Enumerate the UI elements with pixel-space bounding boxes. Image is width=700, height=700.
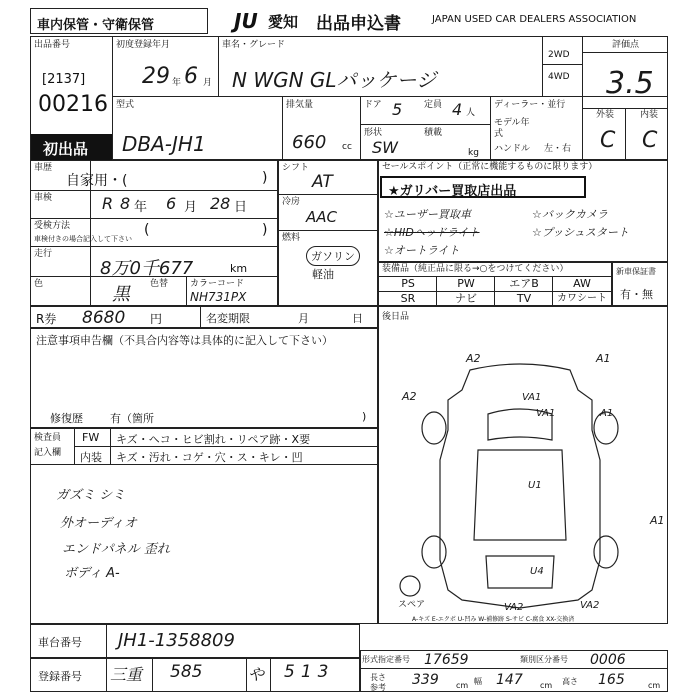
color-code-label: カラーコード [190,279,245,289]
exterior-label: 外装 [596,110,615,120]
shift-label: シフト [282,163,310,173]
equip-navi: ナビ [455,292,477,305]
diagram-mark-10: VA2 [580,600,600,611]
registration-month-unit: 月 [203,78,213,88]
damage-legend: A-キズ E-エクボ U-凹み W-補修跡 S-サビ C-腐食 XX-交換済 [412,616,575,623]
dealer-label: ディーラー・並行 [494,100,566,110]
inspector-label-1: 検査員 [34,433,62,443]
name-change-label: 名変期限 [206,312,250,325]
registration-label: 初度登録年月 [116,40,171,50]
exterior-grade: C [600,128,616,153]
plate-number: 585 [170,662,203,682]
diagram-mark-5: VA1 [536,408,556,419]
selling-point-1: ☆ユーザー買取車 [384,208,471,221]
equip-aw: AW [573,277,591,290]
chassis-value: JH1-1358809 [118,630,235,651]
interior-grade: C [642,128,658,153]
plate-kana: や [248,665,265,684]
fuel-label: 燃料 [282,233,301,243]
fw-text: キズ・ヘコ・ヒビ割れ・リペア跡・X要 [116,433,311,446]
rating-value: 3.5 [606,66,654,101]
inspector-line-3: エンドパネル 歪れ [62,542,170,557]
fw-label: FW [82,431,100,444]
registration-month: 6 [184,64,198,89]
width-label: 幅 [474,677,482,686]
lot-label: 出品番号 [34,40,71,50]
aircon-label: 冷房 [282,197,301,207]
inspection-year-unit: 年 [134,200,148,215]
inspection-era: R [102,194,114,213]
repair-label: 修復歴 [50,412,83,425]
selling-points-label: セールスポイント（正常に機能するものに限ります） [382,162,598,172]
equip-sr: SR [400,292,416,305]
length-unit: cm [456,681,469,690]
selling-point-4: ☆プッシュスタート [532,226,629,239]
diagram-mark-8: U4 [530,566,544,577]
certificate-close: ) [262,222,268,238]
drive-4wd: 4WD [548,72,570,82]
registration-year: 29 [142,64,170,89]
color-code: NH731PX [190,290,247,304]
ju-logo-mark: JU [234,9,258,33]
rating-label: 評価点 [612,40,640,50]
inspector-line-4: ボディ A- [64,566,120,581]
seats-unit: 人 [466,108,476,118]
selling-point-2: ☆バックカメラ [532,208,608,221]
doors-label: ドア [364,100,382,110]
equip-ps: PS [401,277,415,290]
inspector-label-2: 記入欄 [34,448,62,458]
displacement-value: 660 [292,132,327,153]
warranty-label: 新車保証書 [616,267,656,276]
height-unit: cm [648,681,661,690]
diagram-mark-6: U1 [528,480,542,491]
diagram-mark-4: VA1 [522,392,542,403]
repair-value: 有（箇所 [110,412,154,425]
lot-code: [2137] [42,72,86,87]
inspector-line-1: ガズミ シミ [56,488,126,503]
logo-text: 愛知 [268,13,299,31]
repair-close: ) [362,410,367,423]
diagram-mark-7: A1 [650,514,665,527]
page-title: 出品申込書 [316,14,401,34]
inspection-label: 車検 [34,193,53,203]
plate-label: 登録番号 [38,670,82,683]
width-unit: cm [540,681,553,690]
diagram-mark-2: A1 [596,352,611,365]
usage-value: 自家用・( [66,173,128,189]
color-change-label: 色替 [150,279,169,289]
plate-prefecture: 三重 [110,665,143,684]
interior-label: 内装 [640,110,659,120]
inspection-month: 6 [166,194,177,213]
length-value: 339 [412,672,439,688]
model-label: 車名・グレード [222,40,286,50]
spare-label: スペア [398,600,426,610]
color-value: 黒 [112,284,130,305]
model-value: N WGN GLパッケージ [232,68,437,92]
diagram-mark-1: A2 [466,352,481,365]
name-change-month: 月 [298,312,309,325]
diagram-mark-11: A1 [600,408,614,419]
drive-2wd: 2WD [548,50,570,60]
chassis-label: 車台番号 [38,636,82,649]
height-label: 高さ [562,677,578,686]
handle-label: ハンドル [494,144,531,154]
storage-tag-text: 車内保管・守衛保管 [37,18,155,33]
recycle-label: R券 [36,312,57,326]
seats-value: 4 [452,100,463,119]
seats-label: 定員 [424,100,443,110]
post-items-label: 後日品 [382,312,410,322]
height-value: 165 [598,672,625,688]
aircon-value: AAC [306,208,337,226]
selling-point-5: ☆オートライト [384,244,460,257]
inspection-day: 28 [210,194,231,213]
plate-serial: 513 [284,662,335,682]
diagram-mark-3: A2 [402,390,417,403]
type-number-value: 17659 [424,652,469,668]
equip-leather: カワシート [557,293,607,304]
type-value: DBA-JH1 [122,132,206,156]
certificate-note: 車検付きの場合記入して下さい [34,235,132,243]
interior-text: キズ・汚れ・コゲ・穴・ス・キレ・凹 [116,451,303,464]
displacement-unit: cc [342,142,352,152]
fuel-gasoline: ガソリン [306,246,360,266]
shape-value: SW [372,138,398,157]
color-label: 色 [34,279,44,289]
notes-label: 注意事項申告欄（不具合内容等は具体的に記入して下さい） [36,334,333,347]
capacity-unit: kg [468,148,479,158]
inspection-day-unit: 日 [234,200,248,215]
warranty-value: 有・無 [620,288,653,301]
usage-close: ) [262,170,268,186]
shift-value: AT [312,172,333,192]
inspection-year: 8 [120,194,131,213]
diagram-mark-9: VA2 [504,602,524,613]
reference-label: 参考 [370,683,386,692]
shape-label: 形状 [364,128,383,138]
interior-label-2: 内装 [80,451,102,464]
capacity-label: 積載 [424,128,443,138]
lot-number: 00216 [38,92,108,117]
certificate-label: 受検方法 [34,221,71,231]
fuel-diesel: 軽油 [312,268,334,281]
inspection-month-unit: 月 [184,200,198,215]
certificate-open: ( [144,222,150,238]
handle-lr: 左・右 [544,144,572,154]
inspector-line-2: 外オーディオ [60,516,137,531]
width-value: 147 [496,672,523,688]
doors-value: 5 [392,100,403,119]
registration-year-unit: 年 [172,78,182,88]
displacement-label: 排気量 [286,100,314,110]
selling-banner-text: ★ガリバー買取店出品 [388,184,517,199]
selling-point-3: ☆HIDヘッドライト [384,226,480,239]
category-number-label: 類別区分番号 [520,655,568,664]
recycle-value: 8680 [82,308,126,328]
type-number-label: 形式指定番号 [362,655,410,664]
name-change-day: 日 [352,312,363,325]
equipment-label: 装備品（純正品に限る→○をつけてください） [382,264,569,274]
mileage-unit: km [230,262,248,275]
mileage-label: 走行 [34,249,53,259]
usage-label: 車歴 [34,163,53,173]
model-year-label: モデル年式 [494,118,530,139]
recycle-unit: 円 [150,312,163,326]
type-label: 型式 [116,100,135,110]
mileage-value: 8万0千677 [100,258,194,279]
association-name: JAPAN USED CAR DEALERS ASSOCIATION [432,14,637,25]
length-label: 長さ [370,673,386,682]
category-number-value: 0006 [590,652,626,668]
equip-airbag: エアB [509,277,539,290]
equip-tv: TV [516,292,532,305]
equip-pw: PW [457,277,475,290]
first-listing-text: 初出品 [43,140,89,158]
